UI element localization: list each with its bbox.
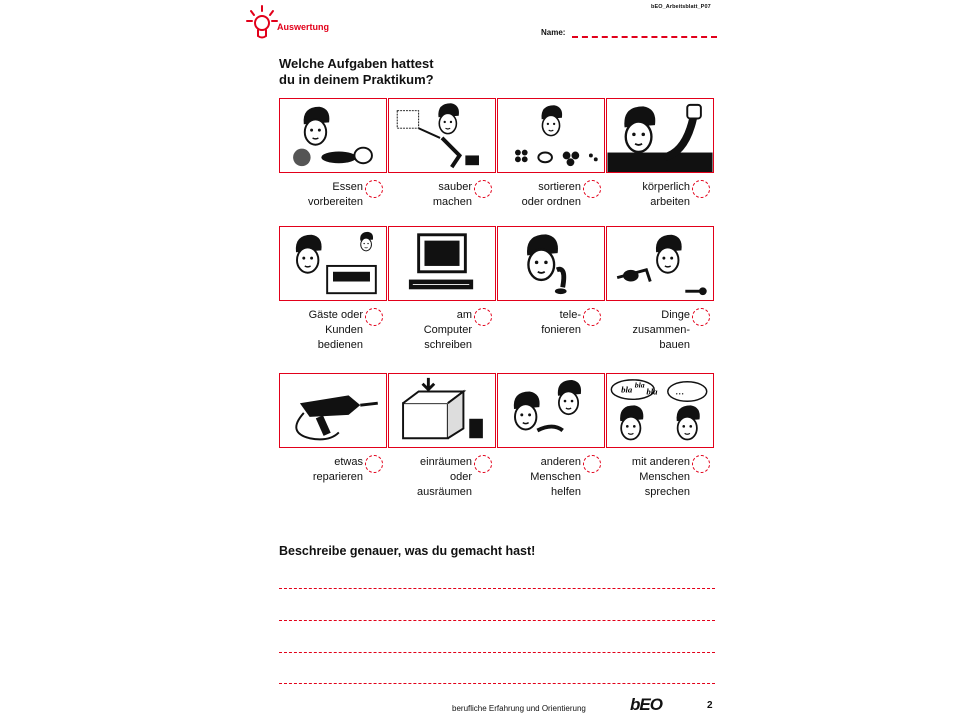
task-label	[608, 308, 690, 353]
logo-label: Auswertung	[277, 22, 330, 32]
task-checkbox[interactable]	[365, 455, 383, 473]
task-picture	[279, 226, 387, 301]
task-label	[608, 180, 690, 210]
task-label-line: am	[456, 309, 472, 321]
task-picture	[279, 98, 387, 173]
task-checkbox[interactable]	[692, 308, 710, 326]
footer-text: berufliche Erfahrung und Orientierung	[452, 704, 586, 713]
task-label	[608, 455, 690, 500]
task-checkbox[interactable]	[365, 180, 383, 198]
cooking-person-icon	[280, 99, 386, 172]
boxes-icon	[389, 374, 495, 447]
task-label-line: Menschen	[639, 471, 690, 483]
question-line-2: du in deinem Praktikum?	[279, 72, 434, 87]
task-label-line: einräumen	[420, 456, 472, 468]
question-title	[279, 56, 539, 88]
telephone-person-icon	[498, 227, 604, 300]
speech-word: bla	[646, 386, 658, 397]
task-checkbox[interactable]	[692, 455, 710, 473]
writing-line[interactable]	[279, 683, 715, 684]
helping-people-icon	[498, 374, 604, 447]
task-label-line: Gäste oder	[308, 309, 363, 321]
task-label-line: ausräumen	[416, 486, 472, 498]
task-label-line: sortieren	[538, 181, 581, 193]
task-picture	[497, 226, 605, 301]
computer-icon	[389, 227, 495, 300]
task-label	[281, 455, 363, 485]
question-line-1: Welche Aufgaben hattest	[279, 56, 434, 71]
speech-word: bla	[634, 380, 645, 390]
task-checkbox[interactable]	[474, 180, 492, 198]
task-label-line: arbeiten	[650, 196, 690, 208]
task-label-line: Computer	[423, 324, 472, 336]
task-label-line: helfen	[551, 486, 581, 498]
task-checkbox[interactable]	[583, 455, 601, 473]
writing-line[interactable]	[279, 588, 715, 589]
task-label-line: bauen	[659, 339, 690, 351]
task-label	[390, 308, 472, 353]
task-label-line: tele-	[559, 309, 581, 321]
task-label	[499, 180, 581, 210]
speech-word: …	[675, 386, 685, 397]
assembling-person-icon	[607, 227, 713, 300]
task-picture	[606, 226, 714, 301]
task-label	[499, 455, 581, 500]
task-label-line: bedienen	[317, 339, 363, 351]
task-picture	[606, 373, 714, 448]
strong-arm-person-icon	[607, 99, 713, 172]
worksheet-page	[235, 0, 725, 720]
task-label-line: schreiben	[424, 339, 472, 351]
task-checkbox[interactable]	[583, 180, 601, 198]
task-label-line: Dinge	[661, 309, 690, 321]
cleaning-person-icon	[389, 99, 495, 172]
task-label-line: zusammen-	[632, 324, 690, 336]
task-label-line: fonieren	[541, 324, 581, 336]
task-checkbox[interactable]	[474, 455, 492, 473]
task-label	[281, 308, 363, 353]
cashier-person-icon	[280, 227, 386, 300]
task-label-line: Menschen	[530, 471, 581, 483]
writing-line[interactable]	[279, 620, 715, 621]
task-picture	[497, 98, 605, 173]
task-picture	[606, 98, 714, 173]
task-label-line: oder ordnen	[521, 196, 581, 208]
task-label-line: mit anderen	[631, 456, 690, 468]
task-checkbox[interactable]	[583, 308, 601, 326]
task-label	[390, 180, 472, 210]
task-label-line: oder	[449, 471, 472, 483]
page-number: 2	[707, 700, 713, 711]
document-id: bEO_Arbeitsblatt_P07	[651, 4, 711, 10]
task-picture	[388, 373, 496, 448]
name-field[interactable]	[572, 36, 717, 38]
task-label-line: Kunden	[325, 324, 363, 336]
task-label	[390, 455, 472, 500]
name-label: Name:	[541, 28, 566, 37]
task-label-line: machen	[432, 196, 472, 208]
task-checkbox[interactable]	[692, 180, 710, 198]
task-checkbox[interactable]	[365, 308, 383, 326]
writing-line[interactable]	[279, 652, 715, 653]
task-picture	[279, 373, 387, 448]
task-checkbox[interactable]	[474, 308, 492, 326]
describe-title: Beschreibe genauer, was du gemacht hast!	[279, 544, 536, 558]
task-label-line: Essen	[332, 181, 363, 193]
task-picture	[388, 98, 496, 173]
task-label-line: vorbereiten	[307, 196, 363, 208]
task-label	[281, 180, 363, 210]
task-label-line: etwas	[334, 456, 363, 468]
sorting-person-icon	[498, 99, 604, 172]
task-label-line: anderen	[540, 456, 581, 468]
task-label-line: reparieren	[312, 471, 363, 483]
speech-word: bla	[621, 384, 633, 395]
task-label-line: körperlich	[642, 181, 690, 193]
brand-logo: bEO	[630, 695, 662, 714]
task-label-line: sauber	[438, 181, 472, 193]
task-label	[499, 308, 581, 338]
task-picture	[388, 226, 496, 301]
talking-people-icon	[607, 374, 713, 447]
task-label-line: sprechen	[644, 486, 690, 498]
drill-icon	[280, 374, 386, 447]
task-picture	[497, 373, 605, 448]
lightbulb-hand-icon	[245, 4, 279, 44]
